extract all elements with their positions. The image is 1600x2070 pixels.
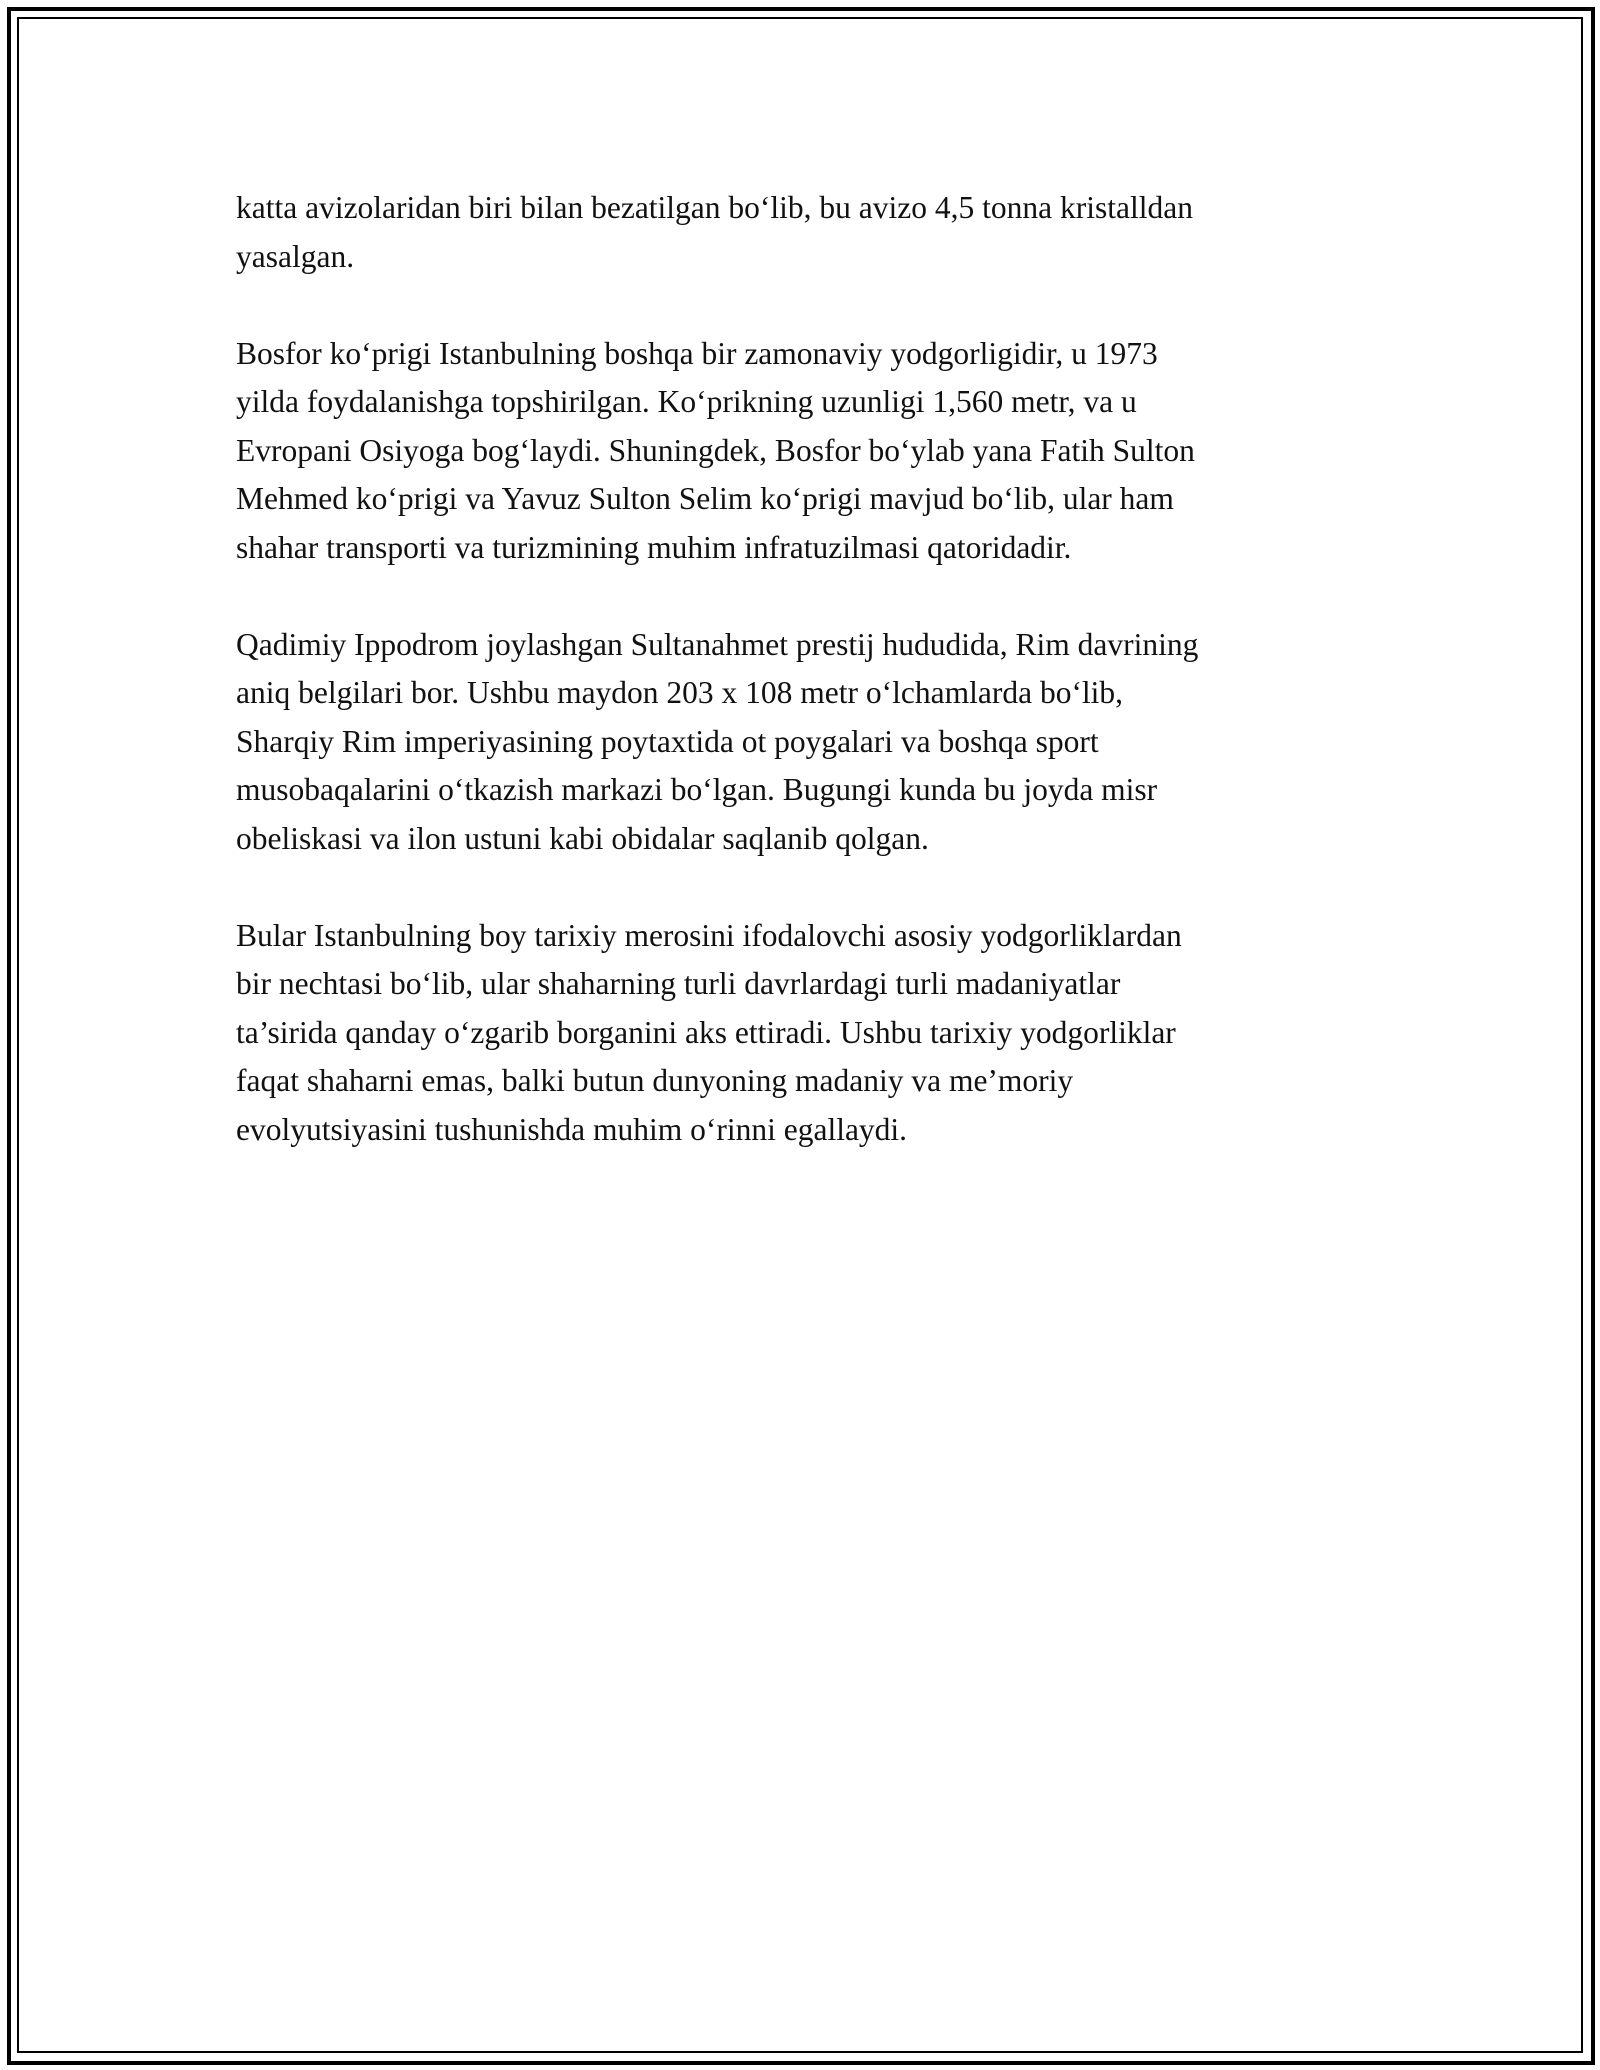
- text-line: Qadimiy Ippodrom joylashgan Sultanahmet prestij hududida, Rim davrining: [236, 626, 1199, 662]
- paragraph-2: [236, 330, 1376, 573]
- text-line: Sharqiy Rim imperiyasining poytaxtida ot poygalari va boshqa sport: [236, 723, 1099, 759]
- text-line: Bosfor ko‘prigi Istanbulning boshqa bir zamonaviy yodgorligidir, u 1973: [236, 335, 1158, 371]
- text-line: bir nechtasi bo‘lib, ular shaharning turli davrlardagi turli madaniyatlar: [236, 966, 1121, 1001]
- paragraph-1: [236, 184, 1376, 281]
- text-line: evolyutsiyasini tushunishda muhim o‘rinni egallaydi.: [236, 1111, 908, 1147]
- document-body: [236, 184, 1376, 1203]
- text-line: yilda foydalanishga topshirilgan. Ko‘prikning uzunligi 1,560 metr, va u: [236, 384, 1137, 419]
- text-line: faqat shaharni emas, balki butun dunyoning madaniy va me’moriy: [236, 1063, 1074, 1098]
- text-line: ta’sirida qanday o‘zgarib borganini aks ettiradi. Ushbu tarixiy yodgorliklar: [236, 1014, 1176, 1050]
- text-line: aniq belgilari bor. Ushbu maydon 203 x 108 metr o‘lchamlarda bo‘lib,: [236, 675, 1124, 710]
- text-line: shahar transporti va turizmining muhim infratuzilmasi qatoridadir.: [236, 529, 1072, 565]
- text-line: obeliskasi va ilon ustuni kabi obidalar saqlanib qolgan.: [236, 820, 929, 856]
- paragraph-4: [236, 912, 1376, 1155]
- text-line: musobaqalarini o‘tkazish markazi bo‘lgan. Bugungi kunda bu joyda misr: [236, 772, 1158, 807]
- text-line: Evropani Osiyoga bog‘laydi. Shuningdek, Bosfor bo‘ylab yana Fatih Sulton: [236, 432, 1195, 468]
- text-line: Bular Istanbulning boy tarixiy merosini ifodalovchi asosiy yodgorliklardan: [236, 917, 1182, 953]
- text-line: Mehmed ko‘prigi va Yavuz Sulton Selim ko‘prigi mavjud bo‘lib, ular ham: [236, 481, 1174, 516]
- paragraph-3: [236, 621, 1376, 864]
- text-line: katta avizolaridan biri bilan bezatilgan bo‘lib, bu avizo 4,5 tonna kristalldan: [236, 190, 1193, 225]
- text-line: yasalgan.: [236, 238, 355, 274]
